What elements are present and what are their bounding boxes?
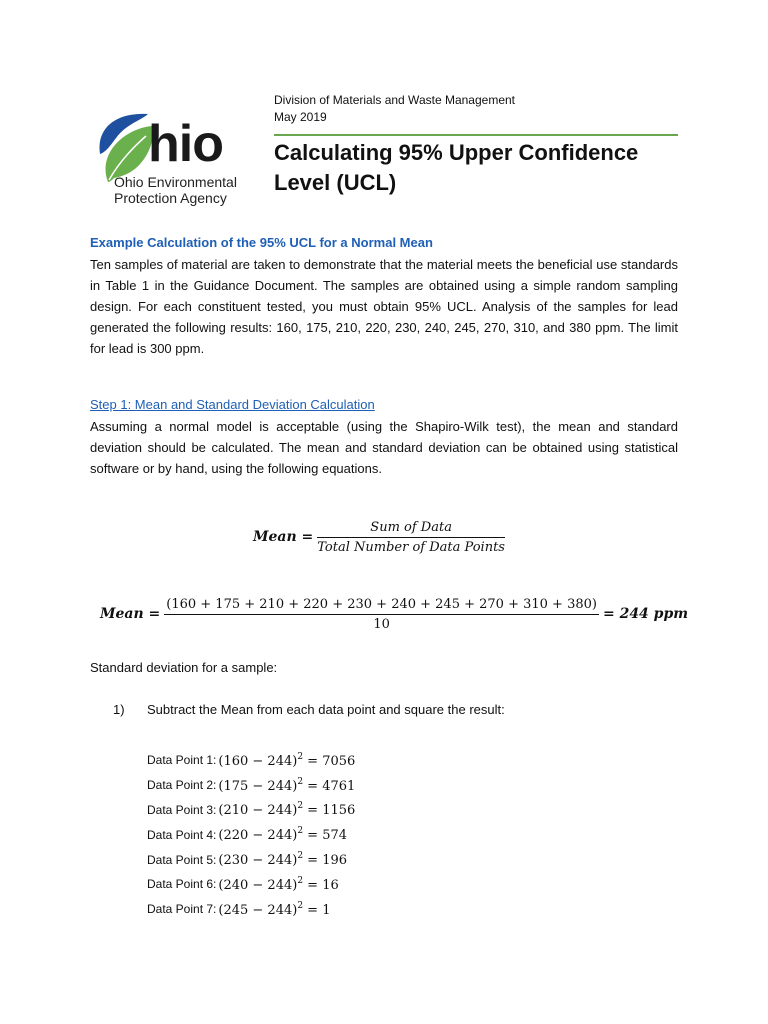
data-point-label: Data Point 7:	[147, 902, 217, 917]
exponent: 2	[297, 875, 304, 886]
mean-formula-denominator: Total Number of Data Points	[317, 539, 505, 555]
data-point-result: = 196	[303, 853, 348, 869]
data-point-expression	[218, 876, 338, 893]
data-point-difference: (245 − 244)	[218, 902, 298, 918]
data-point-label: Data Point 6:	[147, 877, 217, 892]
data-point-label: Data Point 1:	[147, 753, 217, 768]
mean-formula-label: Mean =	[253, 529, 314, 545]
logo-agency-line2: Protection Agency	[114, 190, 227, 206]
step1-paragraph: Assuming a normal model is acceptable (using the Shapiro-Wilk test), the mean and standard deviation should be calculated. The mean and standard deviation can be obtained using statistical software or by hand, using the following equations.	[90, 419, 678, 476]
logo-wordmark: hio	[148, 115, 223, 173]
data-point-row	[147, 798, 355, 823]
data-point-expression	[218, 777, 355, 794]
data-point-row	[147, 748, 355, 773]
data-point-list	[147, 748, 355, 922]
data-point-difference: (240 − 244)	[218, 877, 298, 893]
data-point-label: Data Point 3:	[147, 802, 217, 817]
mean-calculation-result: = 244 ppm	[602, 606, 689, 622]
mean-calculation-numerator: (160 + 175 + 210 + 220 + 230 + 240 + 245 + 270 + 310 + 380)	[166, 596, 597, 612]
data-point-difference: (210 − 244)	[218, 803, 298, 819]
step-number: 1)	[113, 702, 125, 717]
step-instruction: Subtract the Mean from each data point and square the result:	[147, 702, 505, 717]
data-point-result: = 1156	[303, 803, 356, 819]
step1-heading-link[interactable]: Step 1: Mean and Standard Deviation Calculation	[90, 397, 375, 412]
mean-calculation-denominator: 10	[373, 616, 390, 632]
data-point-result: = 1	[303, 902, 331, 918]
data-point-result: = 4761	[303, 778, 356, 794]
exponent: 2	[297, 826, 304, 837]
mean-calculation-fraction	[164, 597, 599, 632]
mean-formula-numerator: Sum of Data	[370, 519, 452, 535]
exponent: 2	[297, 776, 304, 787]
data-point-expression	[218, 752, 355, 769]
data-point-expression	[218, 801, 355, 818]
data-point-label: Data Point 2:	[147, 778, 217, 793]
data-point-result: = 16	[303, 877, 339, 893]
exponent: 2	[297, 851, 304, 862]
data-point-difference: (220 − 244)	[218, 828, 298, 844]
data-point-label: Data Point 5:	[147, 852, 217, 867]
ohio-epa-logo	[96, 108, 246, 208]
std-dev-label: Standard deviation for a sample:	[90, 660, 278, 675]
data-point-row	[147, 872, 355, 897]
data-point-result: = 7056	[303, 753, 356, 769]
exponent: 2	[297, 801, 304, 812]
data-point-expression	[218, 851, 347, 868]
data-point-row	[147, 847, 355, 872]
example-heading: Example Calculation of the 95% UCL for a Normal Mean	[90, 235, 433, 250]
data-point-difference: (160 − 244)	[218, 753, 298, 769]
header-meta	[274, 92, 515, 126]
document-date: May 2019	[274, 110, 327, 124]
mean-formula-fraction	[317, 520, 505, 555]
data-point-label: Data Point 4:	[147, 827, 217, 842]
mean-calculation	[100, 592, 688, 636]
example-paragraph: Ten samples of material are taken to demonstrate that the material meets the beneficial use standards in Table 1 in the Guidance Document. The samples are obtained using a simple random sampling design. For each constituent tested, you must obtain 95% UCL. Analysis of the samples for lead generated the following results: 160, 175, 210, 220, 230, 240, 245, 270, 310, and 380 ppm. The limit for lead is 300 ppm.	[90, 257, 678, 356]
data-point-difference: (175 − 244)	[218, 778, 298, 794]
header-divider	[274, 134, 678, 136]
data-point-row	[147, 897, 355, 922]
mean-calculation-label: Mean =	[100, 606, 161, 622]
division-name: Division of Materials and Waste Management	[274, 93, 515, 107]
data-point-difference: (230 − 244)	[218, 853, 298, 869]
document-title: Calculating 95% Upper Confidence Level (UCL)	[274, 140, 639, 195]
exponent: 2	[297, 900, 304, 911]
mean-formula	[253, 515, 505, 559]
data-point-row	[147, 822, 355, 847]
exponent: 2	[297, 751, 304, 762]
data-point-result: = 574	[303, 828, 348, 844]
data-point-expression	[218, 901, 330, 918]
data-point-row	[147, 773, 355, 798]
data-point-expression	[218, 826, 347, 843]
logo-agency-line1: Ohio Environmental	[114, 174, 237, 190]
